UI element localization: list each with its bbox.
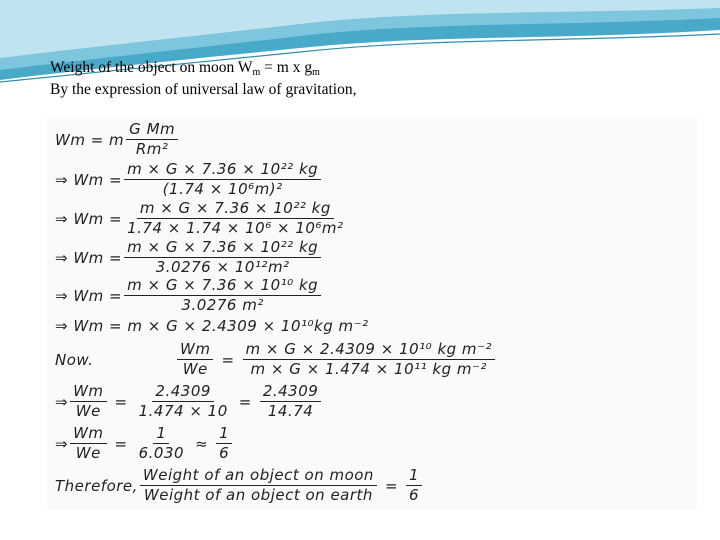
equation-row-6: ⇒ Wm = m × G × 2.4309 × 10¹⁰kg m⁻² [55, 317, 369, 335]
equation-row-5: ⇒ Wm = $\frac{\text{m × G × 7.36 × 10¹⁰ kg}}{\text{3.0276 m²}}$ [55, 277, 323, 314]
equation-row-3: ⇒ Wm = $\frac{\text{m × G × 7.36 × 10²² kg}}{\text{1.74 × 1.74 × 10⁶ × 10⁶m²}}$ [55, 199, 344, 237]
equation-row-10: Therefore, $\frac{\text{Weight of an object on moon}}{\text{Weight of an object on earth}}$ = $\frac{1}{6}$ [55, 467, 424, 504]
equation-row-1: Wm = m $\frac{\text{G Mm}}{\text{Rm²}}$ [55, 121, 180, 158]
equation-row-4: ⇒ Wm = $\frac{\text{m × G × 7.36 × 10²² kg}}{\text{3.0276 × 10¹²m²}}$ [55, 239, 323, 276]
equation-row-7: Now. $\frac{Wm}{We}$ = $\frac{\text{m × G × 2.4309 × 10¹⁰ kg m⁻²}}{\text{m × G × 1.474 × 10¹¹ kg m⁻²}}$ [55, 341, 497, 378]
equation-row-8: ⇒ $\frac{Wm}{We}$ = $\frac{2.4309}{1.474 \times 10}$ = $\frac{2.4309}{14.74}$ [55, 383, 323, 420]
intro-line-1: Weight of the object on moon $W_m = m$ x $g_m$ [50, 59, 320, 78]
equation-row-2: ⇒ Wm = $\frac{\text{m × G × 7.36 × 10²² kg}}{\text{(1.74 × 10⁶m)²}}$ [55, 161, 323, 198]
equation-row-9: ⇒ $\frac{Wm}{We}$ = $\frac{1}{6.030}$ ≈ $\frac{1}{6}$ [55, 425, 234, 462]
derivation-image [47, 117, 697, 510]
intro-line-2: By the expression of universal law of gravitation, [50, 81, 357, 98]
